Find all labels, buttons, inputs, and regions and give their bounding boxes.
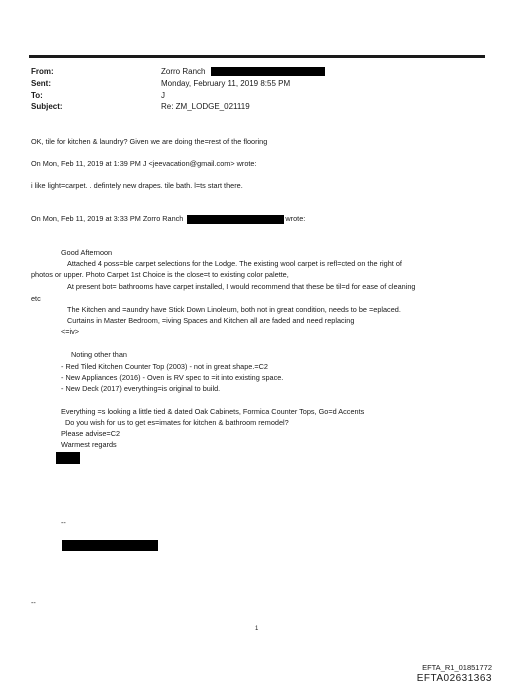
from-value <box>161 67 325 76</box>
subject-label: Subject: <box>31 102 63 111</box>
to-label: To: <box>31 91 43 100</box>
paragraph-line: The Kitchen and =aundry have Stick Down Linoleum, both not in great condition, needs to be =eplaced. <box>67 305 401 314</box>
list-item: - New Appliances (2016) - Oven is RV spec to =it into existing space. <box>61 373 284 382</box>
list-item: - Red Tiled Kitchen Counter Top (2003) - not in great shape.=C2 <box>61 362 268 371</box>
body-line: OK, tile for kitchen & laundry? Given we are doing the=rest of the flooring <box>31 137 268 146</box>
signature-separator: -- <box>61 518 66 527</box>
quote-header-end: wrote: <box>285 214 306 223</box>
from-name: Zorro Ranch <box>161 67 206 76</box>
to-value: J <box>161 91 165 100</box>
greeting: Good Afternoon <box>61 248 113 257</box>
paragraph-line: Attached 4 poss=ble carpet selections for the Lodge. The existing wool carpet is refl=cted on the right of <box>67 259 402 268</box>
from-label: From: <box>31 67 54 76</box>
sent-label: Sent: <box>31 79 51 88</box>
signoff: Warmest regards <box>61 440 117 449</box>
paragraph-line: Please advise=C2 <box>61 429 121 438</box>
header-rule <box>29 55 485 58</box>
subject-value: Re: ZM_LODGE_021119 <box>161 102 250 111</box>
paragraph-line: Everything =s looking a little tied & dated Oak Cabinets, Formica Counter Tops, Go=d Accents <box>61 407 365 416</box>
paragraph-line: etc <box>31 294 41 303</box>
signature-separator: -- <box>31 598 36 607</box>
paragraph-line: Curtains in Master Bedroom, =iving Spaces and Kitchen all are faded and need replacing <box>67 316 355 325</box>
redaction-block <box>211 67 325 76</box>
list-intro: Noting other than <box>71 350 127 359</box>
sent-value: Monday, February 11, 2019 8:55 PM <box>161 79 291 88</box>
paragraph-line: <=iv> <box>61 327 80 336</box>
paragraph-line: Do you wish for us to get es=imates for kitchen & bathroom remodel? <box>65 418 289 427</box>
bates-ref: EFTA_R1_01851772 <box>422 663 492 672</box>
redaction-block <box>62 540 158 551</box>
quote-text: i like light=carpet. . defintely new drapes. tile bath. l=ts start there. <box>31 181 243 190</box>
redaction-block <box>56 452 80 464</box>
quote-header <box>31 214 305 224</box>
quote-header: On Mon, Feb 11, 2019 at 1:39 PM J <jeevacation@gmail.com> wrote: <box>31 159 257 168</box>
quote-header-start: On Mon, Feb 11, 2019 at 3:33 PM Zorro Ranch <box>31 214 184 223</box>
paragraph-line: photos or upper. Photo Carpet 1st Choice is the close=t to existing color palette, <box>31 270 289 279</box>
redaction-block <box>187 215 284 224</box>
paragraph-line: At present bot= bathrooms have carpet installed, I would recommend that these be til=d for ease of cleaning <box>67 282 416 291</box>
list-item: - New Deck (2017) everything=is original to build. <box>61 384 221 393</box>
page-number: 1 <box>255 626 259 632</box>
bates-number: EFTA02631363 <box>416 673 492 684</box>
